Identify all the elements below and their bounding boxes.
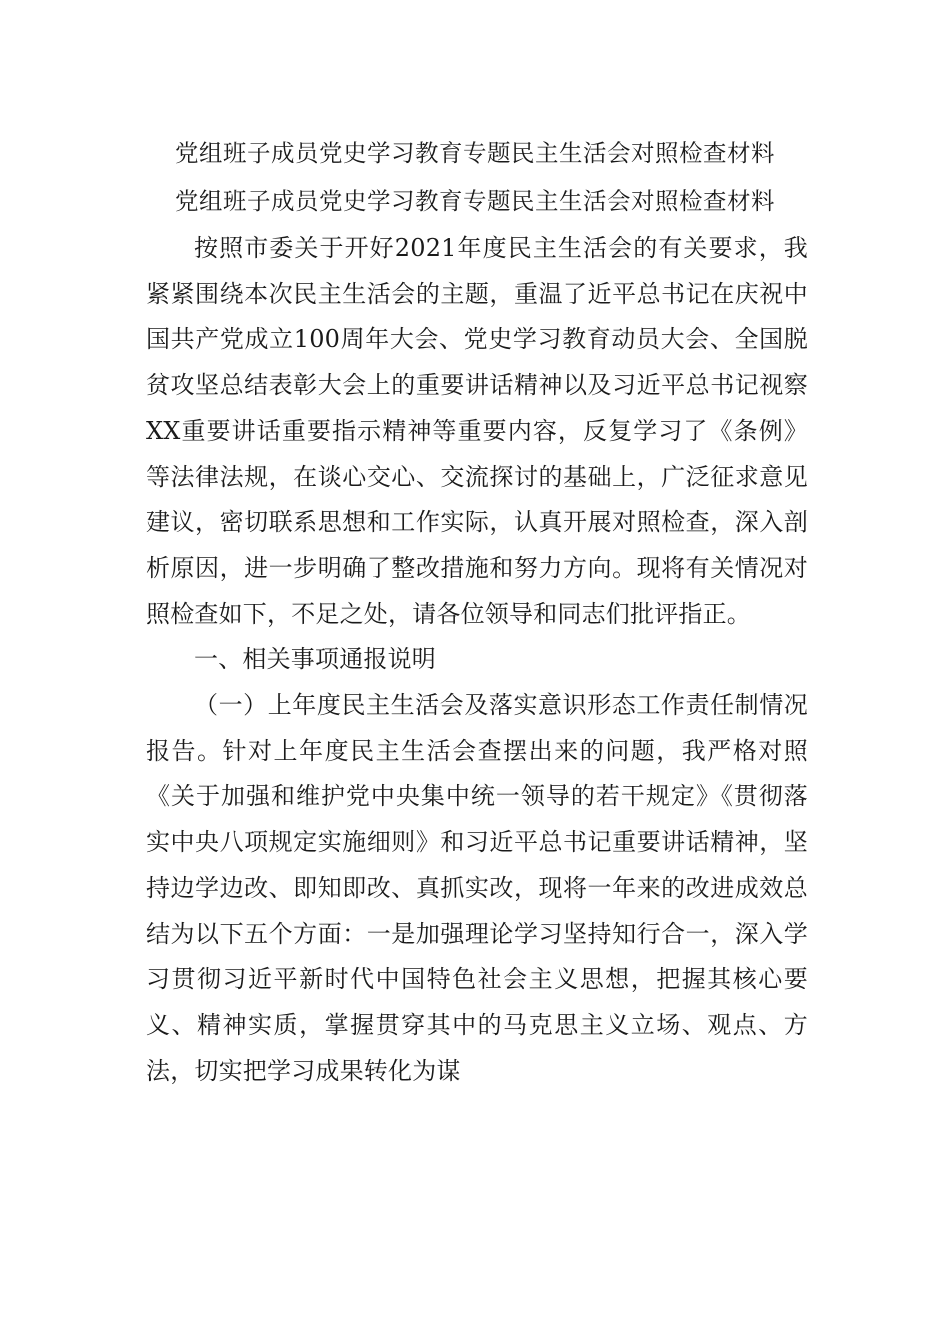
document-title-repeat: 党组班子成员党史学习教育专题民主生活会对照检查材料 [175, 187, 775, 215]
paragraph-intro: 按照市委关于开好2021年度民主生活会的有关要求，我紧紧围绕本次民主生活会的主题，重温了近平总书记在庆祝中国共产党成立100周年大会、党史学习教育动员大会、全国脱贫攻坚总结表彰大会上的重要讲话精神以及习近平总书记视察XX重要讲话重要指示精神等重要内容，反复学习了《条例》等法律法规，在谈心交心、交流探讨的基础上，广泛征求意见建议，密切联系思想和工作实际，认真开展对照检查，深入剖析原因，进一步明确了整改措施和努力方向。现将有关情况对照检查如下，不足之处，请各位领导和同志们批评指正。 [146, 234, 808, 628]
section-heading-1: 一、相关事项通报说明 [194, 645, 436, 674]
document-body [146, 226, 808, 1094]
document-title: 党组班子成员党史学习教育专题民主生活会对照检查材料 [175, 139, 775, 167]
paragraph-subsection-1: （一）上年度民主生活会及落实意识形态工作责任制情况报告。针对上年度民主生活会查摆出来的问题，我严格对照《关于加强和维护党中央集中统一领导的若干规定》《贯彻落实中央八项规定实施细则》和习近平总书记重要讲话精神，坚持边学边改、即知即改、真抓实改，现将一年来的改进成效总结为以下五个方面：一是加强理论学习坚持知行合一，深入学习贯彻习近平新时代中国特色社会主义思想，把握其核心要义、精神实质，掌握贯穿其中的马克思主义立场、观点、方法，切实把学习成果转化为谋 [146, 691, 808, 1085]
